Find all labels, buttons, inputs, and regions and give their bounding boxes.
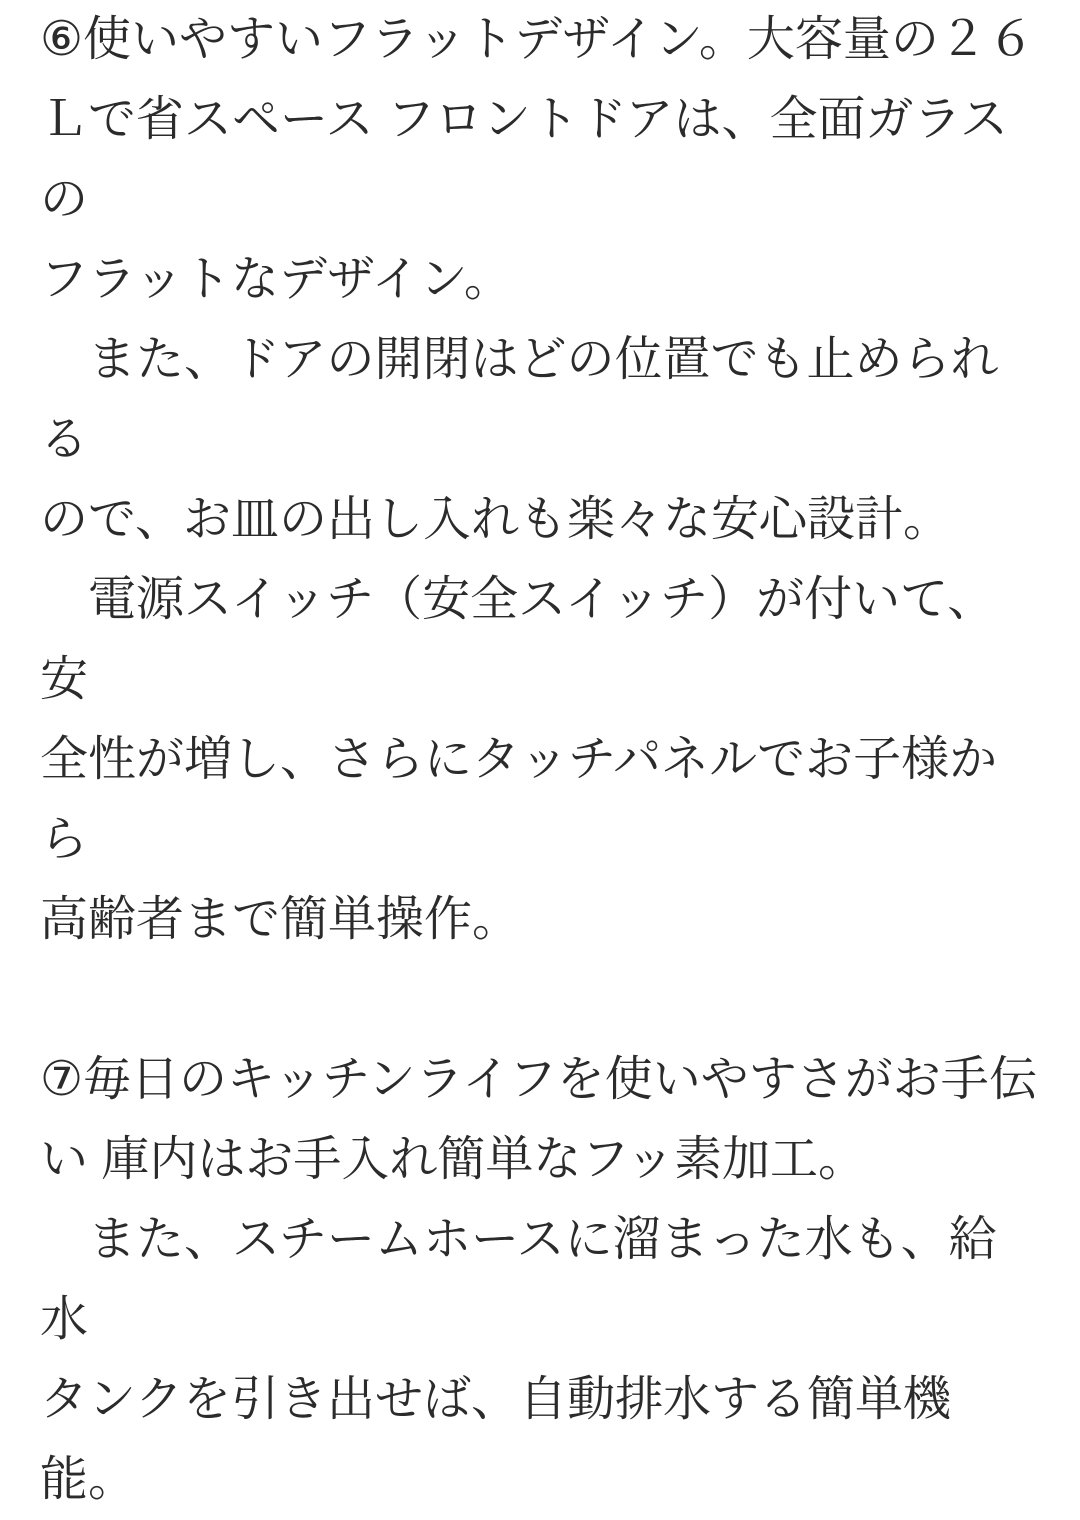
text-line: また、スチームホースに溜まった水も、給水 xyxy=(40,1213,997,1346)
text-line xyxy=(40,960,1042,1040)
text-line: 電源スイッチ（安全スイッチ）が付いて、安 xyxy=(40,573,996,706)
text-line: Ｌで省スペース フロントドアは、全面ガラスの xyxy=(40,93,1009,226)
paragraph-feature-6 xyxy=(40,0,1042,320)
text-line: ⑦毎日のキッチンライフを使いやすさがお手伝 xyxy=(40,1053,1037,1106)
text-line: フラットなデザイン。 xyxy=(40,253,512,306)
text-line: ⑥使いやすいフラットデザイン。大容量の２６ xyxy=(40,13,1035,66)
paragraph-feature-7-drain xyxy=(40,1200,1042,1520)
text-line: タンクを引き出せば、自動排水する簡単機能。 xyxy=(40,1373,952,1506)
text-line: 全性が増し、さらにタッチパネルでお子様から xyxy=(40,733,998,866)
paragraph-feature-6-door xyxy=(40,320,1042,560)
text-line: また、ドアの開閉はどの位置でも止められる xyxy=(40,333,999,466)
text-line: 高齢者まで簡単操作。 xyxy=(40,893,521,946)
paragraph-blank-separator xyxy=(40,960,1042,1040)
paragraph-feature-6-switch xyxy=(40,560,1042,960)
text-line: ので、お皿の出し入れも楽々な安心設計。 xyxy=(40,493,952,546)
paragraph-feature-7 xyxy=(40,1040,1042,1200)
text-line: い 庫内はお手入れ簡単なフッ素加工。 xyxy=(40,1133,866,1186)
